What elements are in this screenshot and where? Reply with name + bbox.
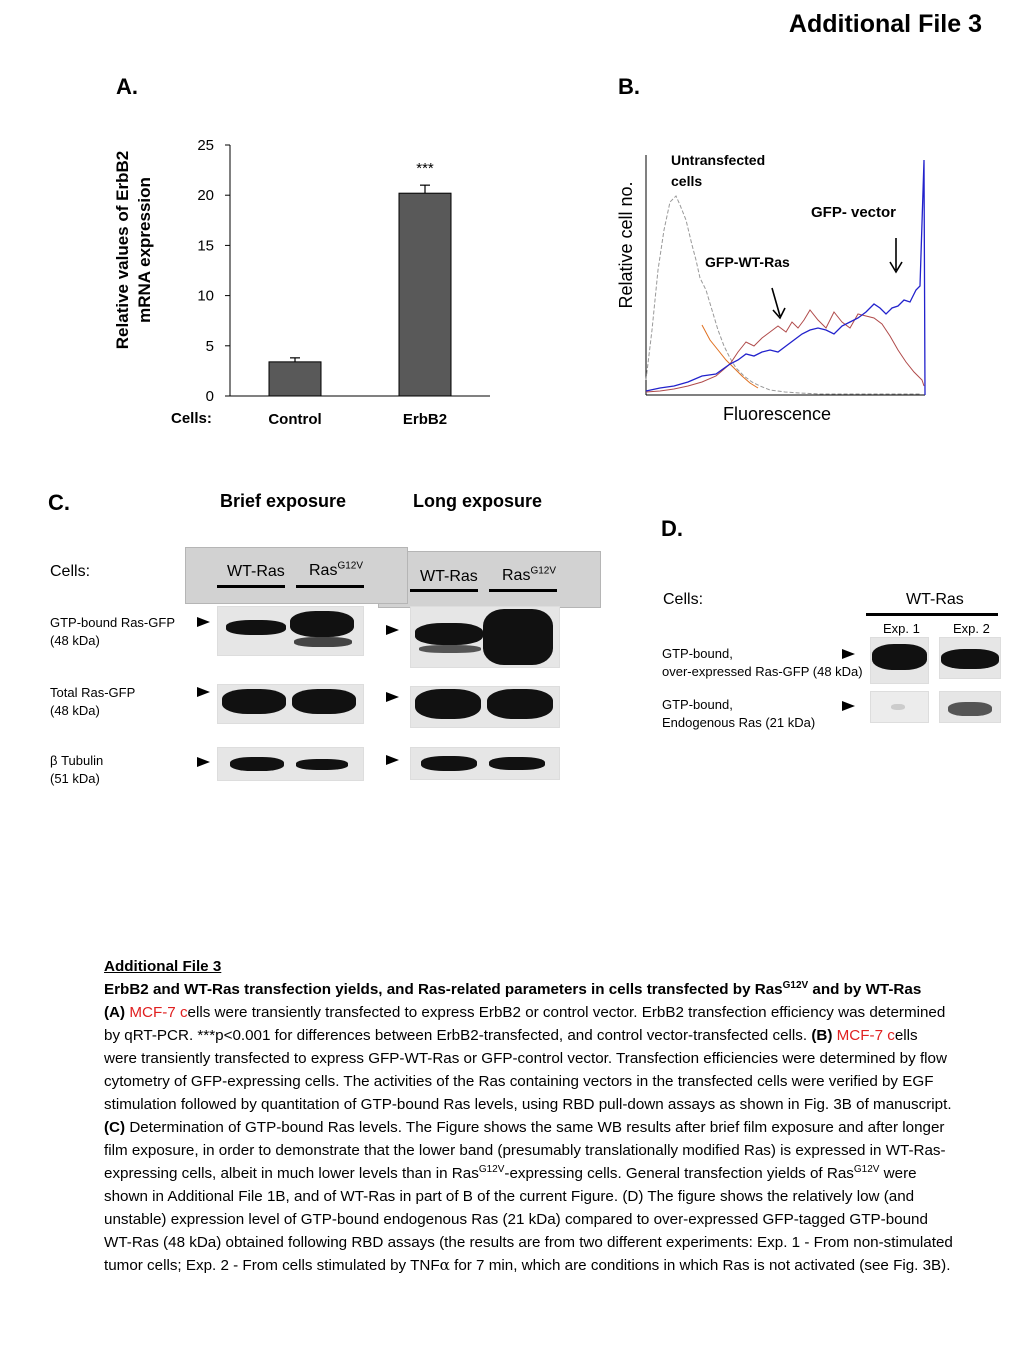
panel-d-row2-label bbox=[662, 696, 815, 732]
long-lane-ras-g12v bbox=[502, 567, 556, 585]
bar-erbb2 bbox=[399, 193, 451, 396]
blot-long-tubulin bbox=[410, 747, 560, 780]
arrowhead-d-row1 bbox=[842, 649, 855, 659]
caption-b-tag: (B) bbox=[811, 1027, 833, 1044]
lane-label-ras-sup: G12V bbox=[530, 565, 557, 577]
arrowhead-d-row2 bbox=[842, 701, 855, 711]
annot-untransfected-line1: Untransfected bbox=[671, 152, 766, 168]
blot-long-gtp bbox=[410, 606, 560, 668]
brief-wt-underline bbox=[217, 585, 285, 588]
long-header-box bbox=[378, 551, 601, 608]
arrowhead-brief-row1 bbox=[197, 617, 210, 627]
arrowhead-long-row1 bbox=[386, 625, 399, 635]
blot-d-exp2-gtp bbox=[939, 637, 1001, 679]
panel-c-cells-label: Cells: bbox=[50, 563, 91, 580]
y-tick-label: 0 bbox=[205, 388, 214, 405]
arrowhead-long-row2 bbox=[386, 692, 399, 702]
x-tick-label: ErbB2 bbox=[402, 411, 448, 428]
figure-caption bbox=[104, 955, 954, 1277]
blot-brief-total bbox=[217, 684, 364, 724]
row-tubulin-line2: (51 kDa) bbox=[50, 771, 100, 787]
band bbox=[421, 756, 477, 771]
brief-header-box bbox=[185, 547, 408, 604]
caption-c-text-3: were shown in Additional File 1B, and of WT-Ras in part of B of the current Figure. (D) The figure shows the relatively low (and unstable) expression level of GTP-bound endogenous Ras (21 kDa) compared to over-expressed GFP-tagged GTP-bound WT-Ras (48 kDa) obtained following RBD assays (the results are from two different experiments: Exp. 1 - From non-stimulated tumor cells; Exp. 2 - From cells stimulated by TNF bbox=[104, 1165, 953, 1274]
panel-d-row1-line1: GTP-bound, bbox=[662, 646, 733, 661]
brief-lane-wt-ras: WT-Ras bbox=[227, 563, 285, 580]
caption-title bbox=[104, 978, 954, 1001]
blot-brief-gtp bbox=[217, 606, 364, 656]
band bbox=[419, 645, 481, 653]
caption-c-sup1: G12V bbox=[478, 1163, 505, 1175]
blot-d-exp1-gtp bbox=[870, 637, 929, 684]
histogram-gfp-vector-curve bbox=[646, 160, 925, 395]
band bbox=[292, 689, 356, 714]
arrowhead-brief-row3 bbox=[197, 757, 210, 767]
long-lane-wt-ras: WT-Ras bbox=[420, 568, 478, 585]
y-tick-label: 20 bbox=[197, 187, 214, 205]
row-gtp-bound-label bbox=[50, 614, 175, 650]
panel-d-exp2: Exp. 2 bbox=[953, 621, 990, 636]
band bbox=[415, 623, 483, 645]
annot-untransfected bbox=[671, 150, 765, 192]
row-gtp-bound-line1: GTP-bound Ras-GFP bbox=[50, 615, 175, 630]
panel-d-row1-label bbox=[662, 645, 863, 681]
long-exposure-title: Long exposure bbox=[413, 491, 543, 511]
lane-label-ras: Ras bbox=[309, 562, 338, 579]
band bbox=[290, 611, 354, 637]
panel-d-row1-line2: over-expressed Ras-GFP (48 kDa) bbox=[662, 664, 863, 680]
lane-label-ras-sup: G12V bbox=[337, 560, 364, 572]
blot-d-exp1-endog bbox=[870, 691, 929, 723]
caption-mcf7-b: MCF-7 c bbox=[836, 1027, 895, 1044]
blot-d-exp2-endog bbox=[939, 691, 1001, 723]
brief-exposure-title: Brief exposure bbox=[220, 491, 347, 511]
band bbox=[230, 757, 284, 771]
blot-brief-tubulin bbox=[217, 747, 364, 781]
band bbox=[487, 689, 553, 719]
caption-c-tag: (C) bbox=[104, 1119, 126, 1136]
panel-a-cells-label: Cells: bbox=[171, 410, 212, 427]
arrowhead-brief-row2 bbox=[197, 687, 210, 697]
panel-c-label: C. bbox=[48, 490, 70, 515]
lane-label-ras: Ras bbox=[502, 567, 531, 584]
row-tubulin-line1: β Tubulin bbox=[50, 753, 104, 768]
long-wt-underline bbox=[410, 589, 478, 592]
y-tick-label: 25 bbox=[197, 137, 214, 154]
panel-b-label: B. bbox=[618, 74, 640, 99]
band bbox=[294, 637, 352, 647]
row-total-ras-label bbox=[50, 684, 135, 720]
panel-d-wt-ras: WT-Ras bbox=[906, 591, 964, 608]
caption-mcf7-a: MCF-7 c bbox=[129, 1004, 188, 1021]
band bbox=[415, 689, 481, 719]
arrow-gfp-vector bbox=[890, 238, 902, 272]
panel-d-cells-label: Cells: bbox=[663, 591, 704, 608]
panel-d-underline bbox=[866, 613, 998, 616]
annot-gfp-vector: GFP- vector bbox=[811, 204, 897, 221]
y-tick-label: 15 bbox=[197, 237, 214, 255]
panel-a-label: A. bbox=[116, 74, 138, 99]
panel-d-row2-line1: GTP-bound, bbox=[662, 697, 733, 712]
row-gtp-bound-line2: (48 kDa) bbox=[50, 633, 100, 649]
caption-b-text: ells were transiently transfected to express GFP-WT-Ras or GFP-control vector. Transfection efficiencies were determined by flow cytometry of GFP-expressing cells. The activities of the Ras containing vectors in the transfected cells were verified by EGF stimulation followed by quantitation of GTP-bound Ras levels, using RBD pull-down assays as shown in Fig. 3B of manuscript. bbox=[104, 1027, 952, 1113]
caption-alpha: α bbox=[439, 1256, 450, 1274]
band bbox=[948, 702, 992, 716]
blot-long-total bbox=[410, 686, 560, 728]
annot-untransfected-line2: cells bbox=[671, 173, 703, 189]
panel-a-ylabel-line1: Relative values of ErbB2 bbox=[113, 150, 132, 350]
panel-d-row2-line2: Endogenous Ras (21 kDa) bbox=[662, 715, 816, 731]
long-ras-underline bbox=[489, 589, 557, 592]
brief-lane-ras-g12v bbox=[309, 562, 363, 580]
annot-gfp-wt-ras: GFP-WT-Ras bbox=[705, 254, 790, 270]
caption-a-tag: (A) bbox=[104, 1004, 126, 1021]
band bbox=[226, 620, 286, 635]
caption-title-b: and by WT-Ras bbox=[808, 981, 922, 998]
page-title: Additional File 3 bbox=[788, 10, 982, 38]
brief-ras-underline bbox=[296, 585, 364, 588]
row-total-ras-line1: Total Ras-GFP bbox=[50, 685, 136, 700]
band bbox=[489, 757, 545, 770]
panel-b-xlabel: Fluorescence bbox=[723, 404, 832, 424]
bar-chart-erbb2 bbox=[180, 130, 510, 430]
band bbox=[872, 644, 927, 670]
caption-a-text: ells were transiently transfected to express ErbB2 or control vector. ErbB2 transfection efficiency was determined by qRT-PCR. ***p<0.001 for differences between ErbB2-transfected, and control vector-transfected cells. bbox=[104, 1004, 946, 1044]
panel-b-ylabel: Relative cell no. bbox=[616, 181, 636, 309]
x-tick-label: Control bbox=[268, 411, 322, 428]
row-total-ras-line2: (48 kDa) bbox=[50, 703, 100, 719]
histogram-wt-ras-curve bbox=[646, 310, 924, 392]
significance-marker: *** bbox=[416, 160, 434, 178]
band bbox=[222, 689, 286, 714]
panel-d-exp1: Exp. 1 bbox=[883, 621, 920, 636]
caption-body bbox=[104, 1001, 954, 1277]
band bbox=[483, 609, 553, 665]
panel-d-label: D. bbox=[661, 516, 683, 541]
y-tick-label: 5 bbox=[205, 337, 214, 355]
caption-title-sup: G12V bbox=[782, 979, 809, 991]
caption-c-text-1: Determination of GTP-bound Ras levels. The Figure shows the same WB results after brief film exposure and after longer film exposure, in order to demonstrate that the lower band (presumably translationally modified Ras) is expressed in WT-Ras-expressing cells, albeit in much lower levels than in Ras bbox=[104, 1119, 946, 1182]
arrow-gfp-wt-ras bbox=[772, 288, 785, 318]
y-tick-label: 10 bbox=[197, 287, 214, 305]
caption-c-text-4: for 7 min, which are conditions in which Ras is not activated (see Fig. 3B). bbox=[449, 1257, 951, 1274]
row-tubulin-label bbox=[50, 752, 103, 788]
caption-c-text-2: -expressing cells. General transfection yields of Ras bbox=[504, 1165, 854, 1182]
bar-control bbox=[269, 362, 321, 396]
histogram-untransfected-curve bbox=[646, 196, 920, 394]
arrowhead-long-row3 bbox=[386, 755, 399, 765]
band bbox=[941, 649, 999, 669]
panel-a-ylabel-line2: mRNA expression bbox=[135, 177, 154, 323]
caption-title-a: ErbB2 and WT-Ras transfection yields, and Ras-related parameters in cells transfected by Ras bbox=[104, 981, 783, 998]
band bbox=[296, 759, 348, 770]
caption-c-sup2: G12V bbox=[853, 1163, 880, 1175]
band bbox=[891, 704, 905, 710]
panel-a-ylabel bbox=[112, 120, 156, 380]
caption-heading: Additional File 3 bbox=[104, 958, 222, 975]
